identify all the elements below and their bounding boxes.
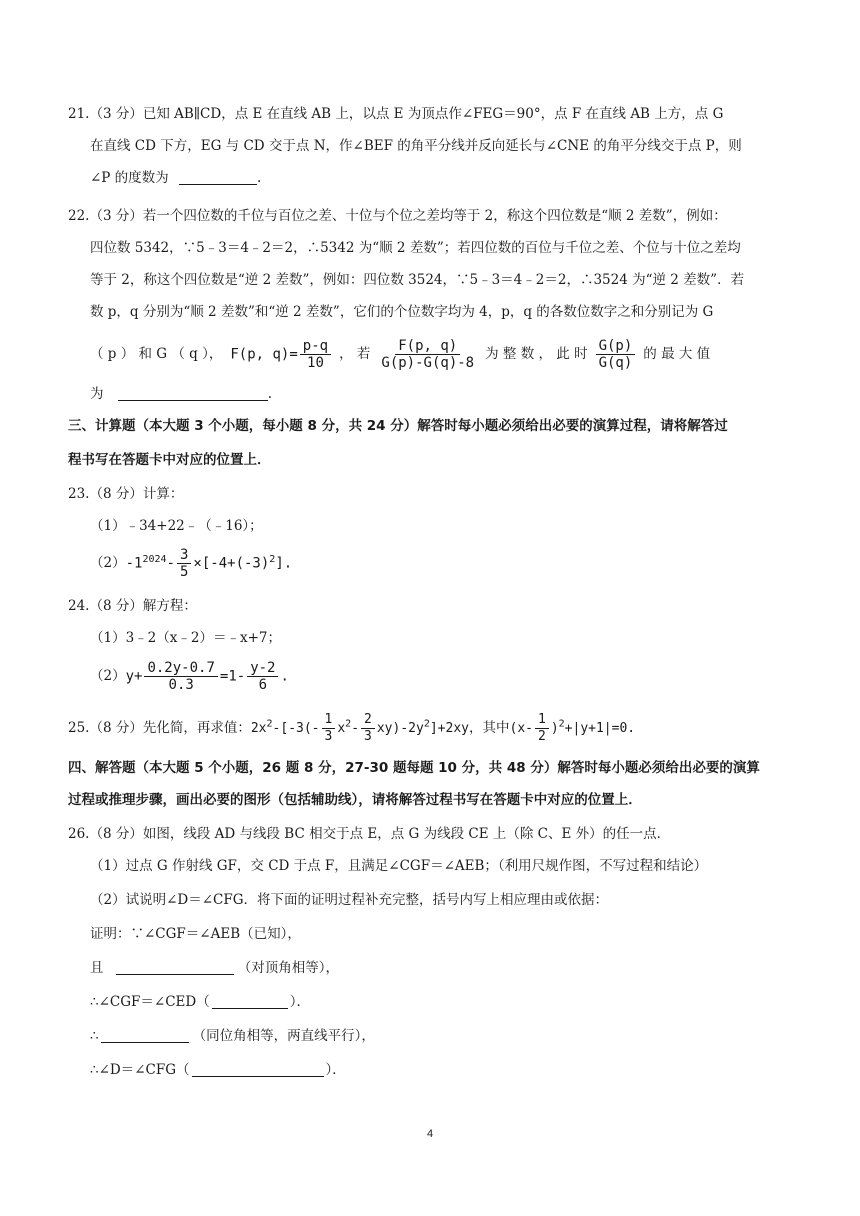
q25-expression (251, 712, 469, 745)
expr-operator: - (166, 555, 175, 571)
expr-term: =1- (219, 668, 246, 684)
q22-line5-b: ， 若 (339, 346, 371, 362)
numerator: 1 (535, 712, 549, 729)
q23-expression (126, 547, 293, 580)
exponent: 2024 (142, 553, 167, 565)
expr-term: ) (550, 720, 559, 736)
fraction (361, 712, 375, 745)
exponent: 2 (423, 718, 430, 730)
fraction (535, 712, 549, 745)
f-definition (230, 338, 333, 371)
q23-part2 (90, 546, 292, 580)
proof-text: ）． (289, 994, 310, 1010)
fraction (322, 712, 336, 745)
proof-line1: 证明：∵∠CGF＝∠AEB（已知）， (90, 926, 301, 942)
q24-part2 (90, 656, 289, 696)
expr-term: ×[-4+(-3) (193, 555, 270, 571)
fraction (247, 660, 278, 693)
denominator: 6 (258, 676, 268, 693)
answer-blank (192, 1062, 324, 1077)
expr-term: (x- (509, 720, 533, 736)
denominator: 5 (179, 563, 189, 580)
answer-blank (212, 994, 288, 1009)
numerator: 0.2y-0.7 (144, 660, 217, 677)
denominator: 2 (537, 728, 546, 744)
denominator: 0.3 (168, 676, 194, 693)
q22-line5-c: 为 整 数 ， 此 时 (485, 346, 588, 362)
ratio-fraction (596, 338, 636, 371)
q26-heading: 26.（8 分）如图，线段 AD 与线段 BC 相交于点 E，点 G 为线段 CE 上（除 C、E 外）的任一点． (68, 826, 671, 842)
expr-term: -1 (125, 555, 143, 571)
condition-numerator: F(p, q) (395, 338, 460, 355)
answer-blank (179, 170, 257, 185)
expr-term: xy)-2y (376, 720, 424, 736)
q25-condition (510, 712, 636, 745)
period: . (256, 170, 262, 186)
period: . (267, 386, 273, 402)
page-number: 4 (426, 1128, 434, 1140)
section4-heading-line2: 过程或推理步骤，画出必要的图形（包括辅助线），请将解答过程书写在答题卡中对应的位置上． (68, 792, 642, 808)
q22-line1: 22.（3 分）若一个四位数的千位与百位之差、十位与个位之差均等于 2，称这个四位数是“顺 2 差数”，例如： (68, 208, 727, 224)
exponent: 2 (266, 718, 273, 730)
expr-term: +|y+1|=0. (564, 720, 636, 736)
q23-part1: （1）﹣34+22﹣（﹣16）； (90, 518, 263, 534)
proof-text: ）． (325, 1062, 346, 1078)
proof-reason: （同位角相等，两直线平行）， (192, 1028, 375, 1044)
q25-mid-text: ，其中 (469, 720, 510, 736)
expr-term: -[-3(- (272, 720, 320, 736)
q21-line2: 在直线 CD 下方，EG 与 CD 交于点 N，作∠BEF 的角平分线并反向延长与∠CNE 的角平分线交于点 P，则 (90, 138, 742, 154)
answer-blank (116, 960, 234, 975)
exponent: 2 (558, 718, 565, 730)
fraction (177, 547, 191, 580)
answer-blank (118, 386, 268, 401)
q22-line5 (90, 334, 710, 374)
condition-denominator: G(p)-G(q)-8 (381, 354, 475, 371)
q21-line3 (90, 168, 261, 188)
q22-line6 (90, 384, 272, 404)
f-fraction (300, 338, 331, 371)
q22-line3: 等于 2，称这个四位数是“逆 2 差数”，例如：四位数 3524，∵5﹣3＝4﹣2＝2，∴3524 为“逆 2 差数”．若 (90, 272, 745, 288)
f-lhs: F(p, q)= (230, 346, 298, 362)
expr-term: x (337, 720, 346, 736)
q22-line2: 四位数 5342，∵5﹣3＝4﹣2＝2，∴5342 为“顺 2 差数”；若四位数的百位与千位之差、个位与十位之差均 (90, 240, 741, 256)
q23-part2-label: （2） (90, 555, 126, 571)
expr-term: y+ (125, 668, 143, 684)
q22-line5-d: 的 最 大 值 (643, 346, 711, 362)
expr-term: ]+2xy (429, 720, 469, 736)
q24-part2-label: （2） (90, 668, 126, 684)
q25-line (68, 708, 635, 748)
proof-line4 (90, 1026, 375, 1046)
q22-line6-text: 为 (90, 386, 104, 402)
numerator: 3 (177, 547, 191, 564)
q23-heading: 23.（8 分）计算： (68, 486, 184, 502)
fraction (144, 660, 217, 693)
proof-text: ∴∠CGF＝∠CED（ (90, 994, 210, 1010)
proof-text: ∴∠D＝∠CFG（ (90, 1062, 190, 1078)
numerator: 1 (322, 712, 336, 729)
q24-part1: （1）3﹣2（x﹣2）＝﹣x+7； (90, 630, 281, 646)
f-denominator: 10 (307, 354, 324, 371)
exponent: 2 (269, 553, 276, 565)
answer-blank (101, 1028, 189, 1043)
ratio-numerator: G(p) (596, 338, 636, 355)
proof-text: ∴ (90, 1028, 99, 1044)
condition-fraction (378, 338, 477, 371)
denominator: 3 (364, 728, 372, 744)
proof-text: 且 (90, 960, 104, 976)
proof-line5 (90, 1060, 346, 1080)
exponent: 2 (345, 718, 352, 730)
q24-heading: 24.（8 分）解方程： (68, 598, 197, 614)
denominator: 3 (324, 728, 333, 744)
section4-heading-line1: 四、解答题（本大题 5 个小题，26 题 8 分，27-30 题每题 10 分，共 48 分）解答时每小题必须给出必要的演算 (68, 760, 760, 776)
section3-heading-line2: 程书写在答题卡中对应的位置上． (68, 452, 271, 468)
q26-part2: （2）试说明∠D＝∠CFG．将下面的证明过程补充完整，括号内写上相应理由或依据： (90, 892, 609, 908)
q25-heading: 25.（8 分）先化简，再求值： (68, 720, 251, 736)
proof-line3 (90, 992, 310, 1012)
q22-line5-a: （ p ） 和 G （ q ）， (90, 346, 223, 362)
expr-term: ]. (275, 555, 293, 571)
ratio-denominator: G(q) (598, 354, 633, 371)
proof-line2 (90, 958, 339, 978)
proof-reason: （对顶角相等）， (237, 960, 340, 976)
expr-term: 2x (250, 720, 267, 736)
section3-heading-line1: 三、计算题（本大题 3 个小题，每小题 8 分，共 24 分）解答时每小题必须给出必要的演算过程，请将解答过 (68, 418, 728, 434)
q21-line1: 21.（3 分）已知 AB∥CD，点 E 在直线 AB 上，以点 E 为顶点作∠FEG＝90°，点 F 在直线 AB 上方，点 G (68, 106, 724, 122)
q24-equation (126, 660, 289, 693)
q21-line3-text: ∠P 的度数为 (90, 170, 169, 186)
q22-line4: 数 p，q 分别为“顺 2 差数”和“逆 2 差数”，它们的个位数字均为 4，p，q 的各数位数字之和分别记为 G (90, 304, 714, 320)
numerator: y-2 (247, 660, 278, 677)
f-numerator: p-q (300, 338, 331, 355)
expr-term: - (351, 720, 360, 736)
expr-term: . (280, 668, 289, 684)
numerator: 2 (361, 712, 375, 729)
q26-part1: （1）过点 G 作射线 GF，交 CD 于点 F，且满足∠CGF＝∠AEB；（利用尺规作图，不写过程和结论） (90, 858, 708, 874)
